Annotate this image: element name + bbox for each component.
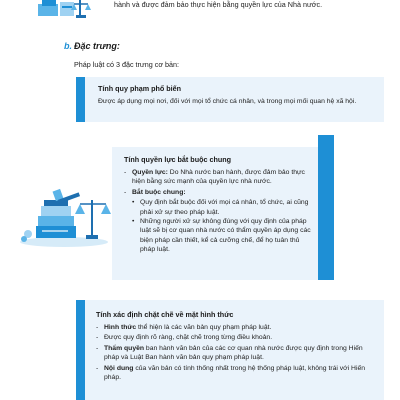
feature-2-accent-bar (318, 135, 334, 280)
feature-3-title: Tính xác định chặt chẽ về mặt hình thức (96, 310, 234, 319)
feature-panel-3 (76, 300, 384, 400)
section-intro: Pháp luật có 3 đặc trưng cơ bản: (74, 60, 180, 69)
feature-3-item-3-text: ban hành văn bản của các cơ quan nhà nước được quy định trong Hiến pháp và Luật Ban hành văn bản quy phạm pháp luật. (104, 344, 363, 362)
feature-3-accent-bar (76, 300, 85, 400)
list-item (124, 168, 314, 187)
list-item (96, 344, 374, 363)
section-title: Đặc trưng: (74, 41, 120, 51)
feature-panel-2 (112, 147, 334, 280)
feature-3-item-4-label: Nội dung (104, 364, 134, 372)
feature-3-item-3-label: Thẩm quyền (104, 344, 145, 352)
list-item (96, 364, 374, 383)
feature-2-sub-2: • Những người xử sự không đúng với quy định của pháp luật sẽ bị cơ quan nhà nước có thẩm quyền áp dụng các biện pháp cần thiết, kể cả cưỡng chế, để họ tuân thủ pháp luật. (132, 217, 314, 255)
feature-2-list (124, 168, 314, 255)
feature-2-title: Tính quyền lực bắt buộc chung (124, 155, 232, 164)
section-heading (64, 41, 120, 51)
list-item (96, 323, 374, 332)
law-books-scale-illustration (14, 186, 112, 248)
list-item (96, 333, 374, 342)
feature-1-text: Được áp dụng mọi nơi, đối với mọi tổ chức cá nhân, và trong mọi mối quan hệ xã hội. (98, 98, 357, 105)
feature-3-item-2-text: Được quy định rõ ràng, chặt chẽ trong từng điều khoản. (104, 334, 273, 342)
feature-3-item-1-text: thể hiện là các văn bản quy phạm pháp luật. (136, 324, 272, 331)
top-paragraph: hành và được đảm bảo thực hiện bằng quyền lực của Nhà nước. (114, 0, 323, 9)
feature-2-item-2-label: Bắt buộc chung: (132, 188, 186, 196)
feature-2-item-1-label: Quyền lực: (132, 169, 168, 176)
section-letter: b. (64, 41, 72, 51)
feature-3-list (96, 323, 374, 382)
feature-3-item-4-text: của văn bản có tính thống nhất trong hệ thống pháp luật, không trái với Hiến pháp. (104, 364, 366, 382)
feature-panel-1 (78, 77, 384, 122)
law-books-illustration (36, 0, 96, 18)
feature-2-sub-1: • Quy định bắt buộc đối với mọi cá nhân, tổ chức, ai cũng phải xử sự theo pháp luật. (132, 198, 314, 217)
feature-2-sublist (132, 198, 314, 254)
feature-1-title: Tính quy phạm phổ biến (98, 84, 182, 93)
feature-3-item-1-label: Hình thức (104, 324, 137, 331)
feature-1-accent-bar (76, 77, 85, 122)
list-item (124, 188, 314, 255)
feature-2-item-1-text: Do Nhà nước ban hành, được đảm bảo thực hiện bằng sức mạnh của quyền lực nhà nước. (132, 169, 305, 186)
